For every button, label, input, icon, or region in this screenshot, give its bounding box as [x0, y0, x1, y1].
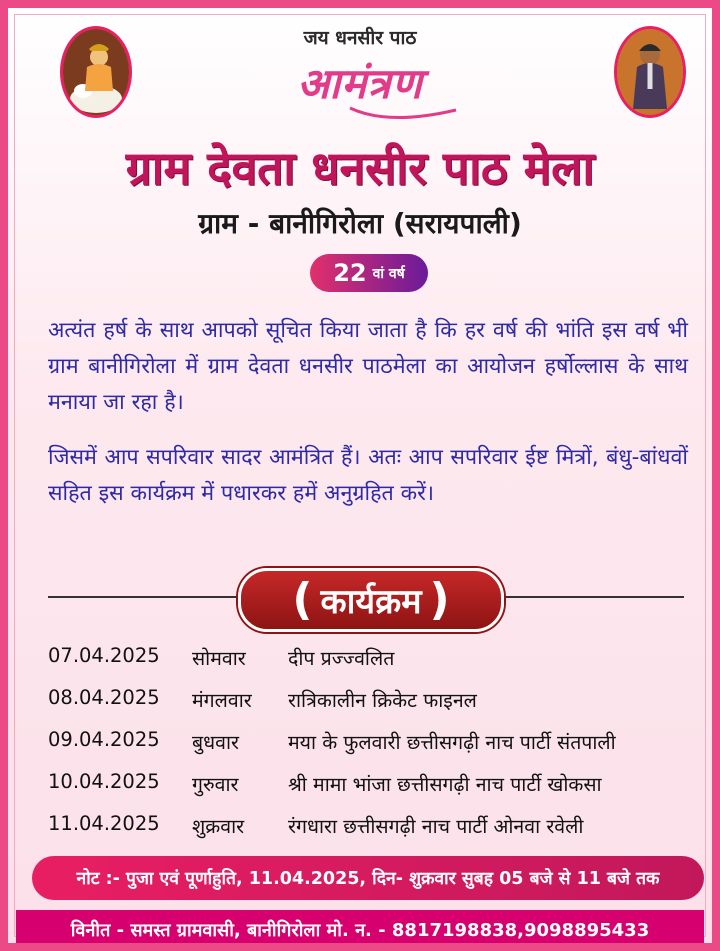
schedule-date: 11.04.2025 — [48, 812, 160, 835]
schedule-date: 10.04.2025 — [48, 770, 160, 793]
invite-paragraph: जिसमें आप सपरिवार सादर आमंत्रित हैं। अतः आप सपरिवार ईष्ट मित्रों, बंधु-बांधवों सहित इस कार्यक्रम में पधारकर हमें अनुग्रहित करें। — [48, 445, 688, 506]
top-blessing: जय धनसीर पाठ — [303, 27, 417, 49]
schedule-list — [48, 644, 698, 854]
intro-paragraph: अत्यंत हर्ष के साथ आपको सूचित किया जाता है कि हर वर्ष की भांति इस वर्ष भी ग्राम बानीगिरोला में ग्राम देवता धनसीर पाठमेला का आयोजन हर्षोल्लास के साथ मनाया जा रहा है। — [48, 318, 688, 415]
schedule-event: दीप प्रज्ज्वलित — [288, 647, 395, 670]
paren-open: ( — [292, 574, 313, 625]
invitation-heading: आमंत्रण — [297, 59, 423, 108]
program-banner — [238, 568, 504, 632]
main-title: ग्राम देवता धनसीर पाठ मेला — [125, 141, 595, 195]
village-name: ग्राम - बानीगिरोला (सरायपाली) — [198, 207, 522, 240]
footer-contact: विनीत - समस्त ग्रामवासी, बानीगिरोला मो. न. - 8817198838,9098895433 — [16, 910, 704, 950]
divider-right — [484, 596, 684, 598]
schedule-row — [48, 686, 698, 728]
year-suffix: वां वर्ष — [372, 265, 405, 282]
schedule-day: शुक्रवार — [192, 815, 245, 838]
schedule-date: 08.04.2025 — [48, 686, 160, 709]
schedule-date: 09.04.2025 — [48, 728, 160, 751]
schedule-event: मया के फुलवारी छत्तीसगढ़ी नाच पार्टी संतपाली — [288, 731, 616, 754]
swash-ornament-icon — [348, 104, 458, 122]
year-number: 22 — [333, 259, 367, 287]
schedule-day: सोमवार — [192, 647, 246, 670]
schedule-row — [48, 644, 698, 686]
schedule-day: गुरुवार — [192, 773, 239, 796]
note-banner: नोट :- पुजा एवं पूर्णाहुति, 11.04.2025, दिन- शुक्रवार सुबह 05 बजे से 11 बजे तक — [32, 856, 704, 900]
schedule-event: रात्रिकालीन क्रिकेट फाइनल — [288, 689, 477, 712]
schedule-date: 07.04.2025 — [48, 644, 160, 667]
schedule-row — [48, 812, 698, 854]
schedule-day: मंगलवार — [192, 689, 252, 712]
year-badge — [310, 254, 428, 292]
schedule-row — [48, 770, 698, 812]
program-title: कार्यक्रम — [320, 582, 422, 622]
schedule-event: रंगधारा छत्तीसगढ़ी नाच पार्टी ओनवा रवेली — [288, 815, 584, 838]
schedule-day: बुधवार — [192, 731, 239, 754]
schedule-row — [48, 728, 698, 770]
paren-close: ) — [429, 574, 450, 625]
divider-left — [48, 596, 248, 598]
schedule-event: श्री मामा भांजा छत्तीसगढ़ी नाच पार्टी खोकसा — [288, 773, 602, 796]
